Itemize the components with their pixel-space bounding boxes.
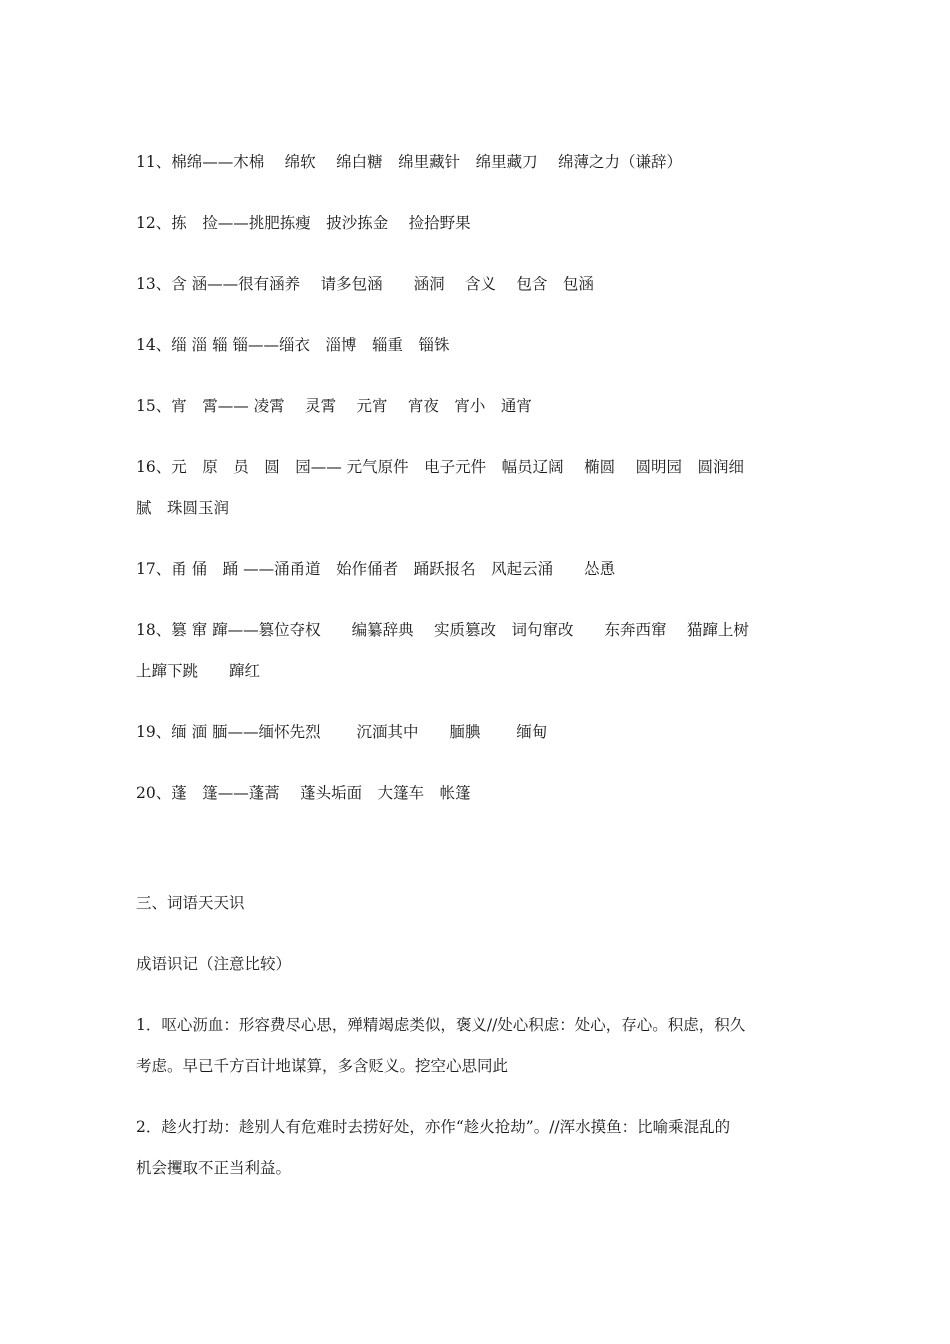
item-16: 16、元 原 员 圆 园—— 元气原件 电子元件 幅员辽阔 椭圆 圆明园 圆润细 <box>136 458 745 476</box>
item-20: 20、蓬 篷——蓬蒿 蓬头垢面 大篷车 帐篷 <box>136 784 471 802</box>
section-subheading: 成语识记（注意比较） <box>136 955 292 973</box>
section-heading: 三、词语天天识 <box>136 894 245 912</box>
item-18: 18、篡 窜 蹿——篡位夺权 编纂辞典 实质篡改 词句窜改 东奔西窜 猫蹿上树 <box>136 621 749 639</box>
item-15: 15、宵 霄—— 凌霄 灵霄 元宵 宵夜 宵小 通宵 <box>136 397 532 415</box>
entry-2: 2．趁火打劫：趁别人有危难时去捞好处，亦作“趁火抢劫”。//浑水摸鱼：比喻乘混乱的 <box>136 1118 731 1136</box>
entry-1-continuation: 考虑。早已千方百计地谋算，多含贬义。挖空心思同此 <box>136 1057 509 1075</box>
item-11: 11、棉绵——木棉 绵软 绵白糖 绵里藏针 绵里藏刀 绵薄之力（谦辞） <box>136 153 683 171</box>
entry-1: 1．呕心沥血：形容费尽心思，殚精竭虑类似，褒义//处心积虑：处心，存心。积虑，积久 <box>136 1016 746 1034</box>
item-17: 17、甬 俑 踊 ——涌甬道 始作俑者 踊跃报名 风起云涌 怂恿 <box>136 560 616 578</box>
item-13: 13、含 涵——很有涵养 请多包涵 涵洞 含义 包含 包涵 <box>136 275 594 293</box>
item-12: 12、拣 捡——挑肥拣瘦 披沙拣金 捡拾野果 <box>136 214 471 232</box>
item-19: 19、缅 湎 腼——缅怀先烈 沉湎其中 腼腆 缅甸 <box>136 723 548 741</box>
item-18-continuation: 上蹿下跳 蹿红 <box>136 662 261 680</box>
item-14: 14、缁 淄 辎 锱——缁衣 淄博 辎重 锱铢 <box>136 336 450 354</box>
entry-2-continuation: 机会攫取不正当利益。 <box>136 1159 292 1177</box>
item-16-continuation: 腻 珠圆玉润 <box>136 499 230 517</box>
